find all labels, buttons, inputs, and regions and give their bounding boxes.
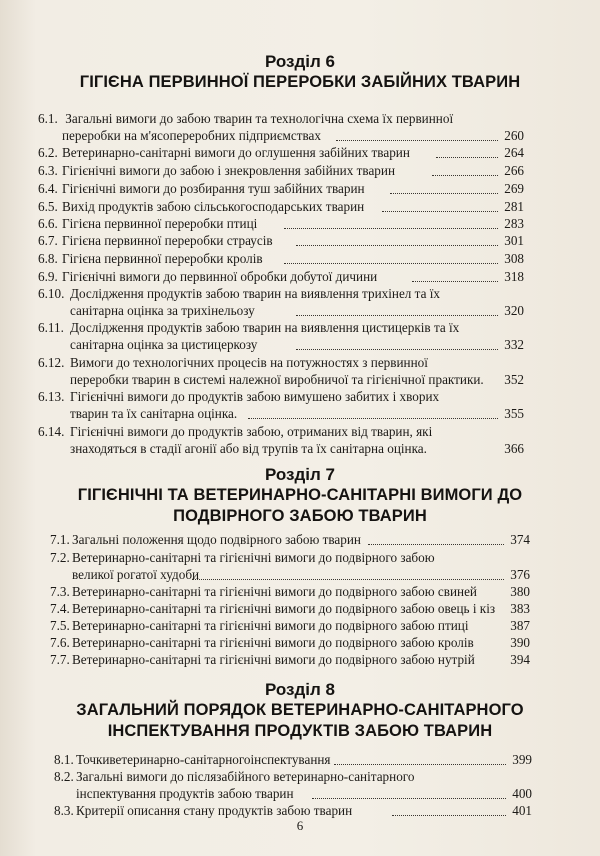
entry-title: Гігієнічні вимоги до первинної обробки добутої дичини	[62, 269, 378, 284]
entry-number: 7.2.	[50, 550, 70, 565]
toc-entry[interactable]	[38, 320, 524, 336]
toc-entry[interactable]	[50, 618, 530, 634]
toc-entry[interactable]	[54, 803, 532, 819]
entry-page: 318	[504, 269, 524, 284]
toc-entry[interactable]	[38, 145, 524, 161]
entry-page: 401	[512, 803, 532, 818]
entry-page: 383	[510, 601, 530, 616]
dot-leader	[296, 349, 498, 350]
entry-title: Вихід продуктів забою сільськогосподарських тварин	[62, 199, 365, 214]
toc-entry[interactable]	[50, 532, 530, 548]
entry-page: 266	[504, 163, 524, 178]
section-title: ГІГІЄНІЧНІ ТА ВЕТЕРИНАРНО-САНІТАРНІ ВИМОГИ ДО	[77, 486, 523, 504]
entry-title-cont: переробки тварин в системі належної виробничої та гігієнічної практики.	[70, 372, 484, 387]
toc-entry[interactable]	[38, 424, 524, 440]
entry-page: 366	[504, 441, 524, 456]
entry-page: 308	[504, 251, 524, 266]
toc-entry[interactable]	[38, 251, 524, 267]
toc-entry[interactable]	[50, 584, 530, 600]
dot-leader	[296, 245, 498, 246]
entry-title: Ветеринарно-санітарні та гігієнічні вимоги до подвірного забою овець і кіз	[72, 601, 496, 616]
entry-page: 260	[504, 128, 524, 143]
entry-number: 6.14.	[38, 424, 65, 439]
dot-leader	[392, 815, 506, 816]
entry-number: 6.5.	[38, 199, 58, 214]
dot-leader	[432, 175, 498, 176]
toc-entry-line2	[62, 128, 524, 144]
entry-number: 7.7.	[50, 652, 70, 667]
entry-page: 390	[510, 635, 530, 650]
entry-number: 7.4.	[50, 601, 70, 616]
entry-title-cont: знаходяться в стадії агонії або від трупів та їх санітарна оцінка.	[70, 441, 427, 456]
entry-number: 7.3.	[50, 584, 70, 599]
entry-title: Ветеринарно-санітарні та гігієнічні вимоги до подвірного забою	[72, 550, 435, 565]
section-number: Розділ 8	[264, 680, 336, 699]
toc-entry[interactable]	[38, 216, 524, 232]
entry-page: 281	[504, 199, 524, 214]
section-title: ІНСПЕКТУВАННЯ ПРОДУКТІВ ЗАБОЮ ТВАРИН	[107, 722, 493, 740]
toc-entry[interactable]	[38, 269, 524, 285]
entry-title-cont: санітарна оцінка за цистицеркозу	[70, 337, 258, 352]
dot-leader	[390, 193, 498, 194]
entry-page: 320	[504, 303, 524, 318]
entry-title: Гігієнічні вимоги до забою і знекровлення забійних тварин	[62, 163, 396, 178]
entry-title: Ветеринарно-санітарні та гігієнічні вимоги до подвірного забою нутрій	[72, 652, 475, 667]
entry-number: 6.6.	[38, 216, 58, 231]
entry-title: Гігієна первинної переробки кролів	[62, 251, 263, 266]
entry-number: 6.7.	[38, 233, 58, 248]
toc-entry[interactable]	[50, 550, 530, 566]
entry-title: Загальні положення щодо подвірного забою тварин	[72, 532, 361, 547]
entry-title-cont: тварин та їх санітарна оцінка.	[70, 406, 238, 421]
dot-leader	[436, 157, 498, 158]
entry-page: 352	[504, 372, 524, 387]
entry-title: Загальні вимоги до забою тварин та технологічна схема їх первинної	[65, 111, 454, 126]
section-title: ЗАГАЛЬНИЙ ПОРЯДОК ВЕТЕРИНАРНО-САНІТАРНОГО	[76, 701, 524, 719]
entry-number: 7.6.	[50, 635, 70, 650]
dot-leader	[382, 211, 498, 212]
entry-number: 8.1.	[54, 752, 74, 767]
entry-page: 400	[512, 786, 532, 801]
entry-number: 6.13.	[38, 389, 65, 404]
entry-page: 394	[510, 652, 530, 667]
entry-number: 7.1.	[50, 532, 70, 547]
entry-page: 387	[510, 618, 530, 633]
entry-title: Дослідження продуктів забою тварин на виявлення цистицерків та їх	[70, 320, 460, 335]
entry-title: Вимоги до технологічних процесів на потужностях з первинної	[70, 355, 428, 370]
section-8-heading	[0, 680, 600, 742]
section-number: Розділ 6	[264, 52, 336, 71]
section-6-heading	[0, 52, 600, 93]
toc-entry-line2	[76, 786, 532, 802]
entry-page: 374	[510, 532, 530, 547]
entry-number: 6.10.	[38, 286, 65, 301]
dot-leader	[334, 764, 506, 765]
entry-page: 283	[504, 216, 524, 231]
toc-entry-line2	[70, 406, 524, 422]
dot-leader	[296, 315, 498, 316]
section-title: ГІГІЄНА ПЕРВИННОЇ ПЕРЕРОБКИ ЗАБІЙНИХ ТВАРИН	[79, 73, 521, 91]
section-7-heading	[0, 465, 600, 527]
entry-number: 6.9.	[38, 269, 58, 284]
dot-leader	[284, 228, 498, 229]
entry-title: Ветеринарно-санітарні вимоги до оглушення забійних тварин	[62, 145, 410, 160]
toc-entry[interactable]	[38, 163, 524, 179]
toc-entry-line2	[70, 372, 524, 388]
entry-page: 264	[504, 145, 524, 160]
toc-entry[interactable]	[54, 769, 532, 785]
entry-page: 376	[510, 567, 530, 582]
entry-title-cont: інспектування продуктів забою тварин	[76, 786, 294, 801]
toc-entry-line2	[72, 567, 530, 583]
toc-entry[interactable]	[50, 601, 530, 617]
toc-entry[interactable]	[38, 286, 524, 302]
toc-entry-line2	[70, 337, 524, 353]
toc-entry[interactable]	[50, 635, 530, 651]
entry-page: 380	[510, 584, 530, 599]
entry-page: 269	[504, 181, 524, 196]
entry-title: Гігієна первинної переробки страусів	[62, 233, 273, 248]
dot-leader	[192, 579, 504, 580]
entry-title: Точкиветеринарно-санітарногоінспектування	[76, 752, 331, 767]
entry-title: Ветеринарно-санітарні та гігієнічні вимоги до подвірного забою свиней	[72, 584, 477, 599]
dot-leader	[312, 798, 506, 799]
dot-leader	[248, 418, 498, 419]
entry-title: Дослідження продуктів забою тварин на виявлення трихінел та їх	[70, 286, 441, 301]
toc-entry[interactable]	[38, 233, 524, 249]
dot-leader	[336, 140, 498, 141]
toc-entry[interactable]	[38, 355, 524, 371]
dot-leader	[412, 281, 498, 282]
entry-title: Гігієна первинної переробки птиці	[62, 216, 258, 231]
entry-title-cont: санітарна оцінка за трихінельозу	[70, 303, 255, 318]
entry-number: 6.1.	[38, 111, 58, 126]
entry-title: Гігієнічні вимоги до продуктів забою вимушено забитих і хворих	[70, 389, 440, 404]
entry-number: 7.5.	[50, 618, 70, 633]
dot-leader	[368, 544, 504, 545]
entry-number: 6.2.	[38, 145, 58, 160]
entry-title-cont: великої рогатої худоби	[72, 567, 200, 582]
section-number: Розділ 7	[264, 465, 336, 484]
dot-leader	[284, 263, 498, 264]
entry-title: Загальні вимоги до післязабійного ветеринарно-санітарного	[76, 769, 415, 784]
toc-entry[interactable]	[38, 181, 524, 197]
toc-entry[interactable]	[38, 111, 524, 127]
toc-entry[interactable]	[50, 652, 530, 668]
entry-page: 355	[504, 406, 524, 421]
entry-title: Гігієнічні вимоги до продуктів забою, отриманих від тварин, які	[70, 424, 433, 439]
toc-entry-line2	[70, 303, 524, 319]
toc-entry-line2	[70, 441, 524, 457]
entry-title-cont: переробки на м'ясопереробних підприємствах	[62, 128, 321, 143]
toc-entry[interactable]	[38, 389, 524, 405]
entry-title: Критерії описання стану продуктів забою тварин	[76, 803, 353, 818]
entry-number: 6.4.	[38, 181, 58, 196]
entry-number: 6.3.	[38, 163, 58, 178]
entry-number: 6.12.	[38, 355, 65, 370]
entry-number: 6.11.	[38, 320, 64, 335]
entry-number: 6.8.	[38, 251, 58, 266]
entry-number: 8.2.	[54, 769, 74, 784]
entry-number: 8.3.	[54, 803, 74, 818]
toc-entry[interactable]	[54, 752, 532, 768]
entry-title: Ветеринарно-санітарні та гігієнічні вимоги до подвірного забою птиці	[72, 618, 469, 633]
entry-page: 332	[504, 337, 524, 352]
entry-title: Гігієнічні вимоги до розбирання туш забійних тварин	[62, 181, 365, 196]
entry-page: 301	[504, 233, 524, 248]
entry-page: 399	[512, 752, 532, 767]
section-title: ПОДВІРНОГО ЗАБОЮ ТВАРИН	[173, 507, 427, 525]
entry-title: Ветеринарно-санітарні та гігієнічні вимоги до подвірного забою кролів	[72, 635, 474, 650]
page-number: 6	[296, 818, 304, 833]
toc-entry[interactable]	[38, 199, 524, 215]
